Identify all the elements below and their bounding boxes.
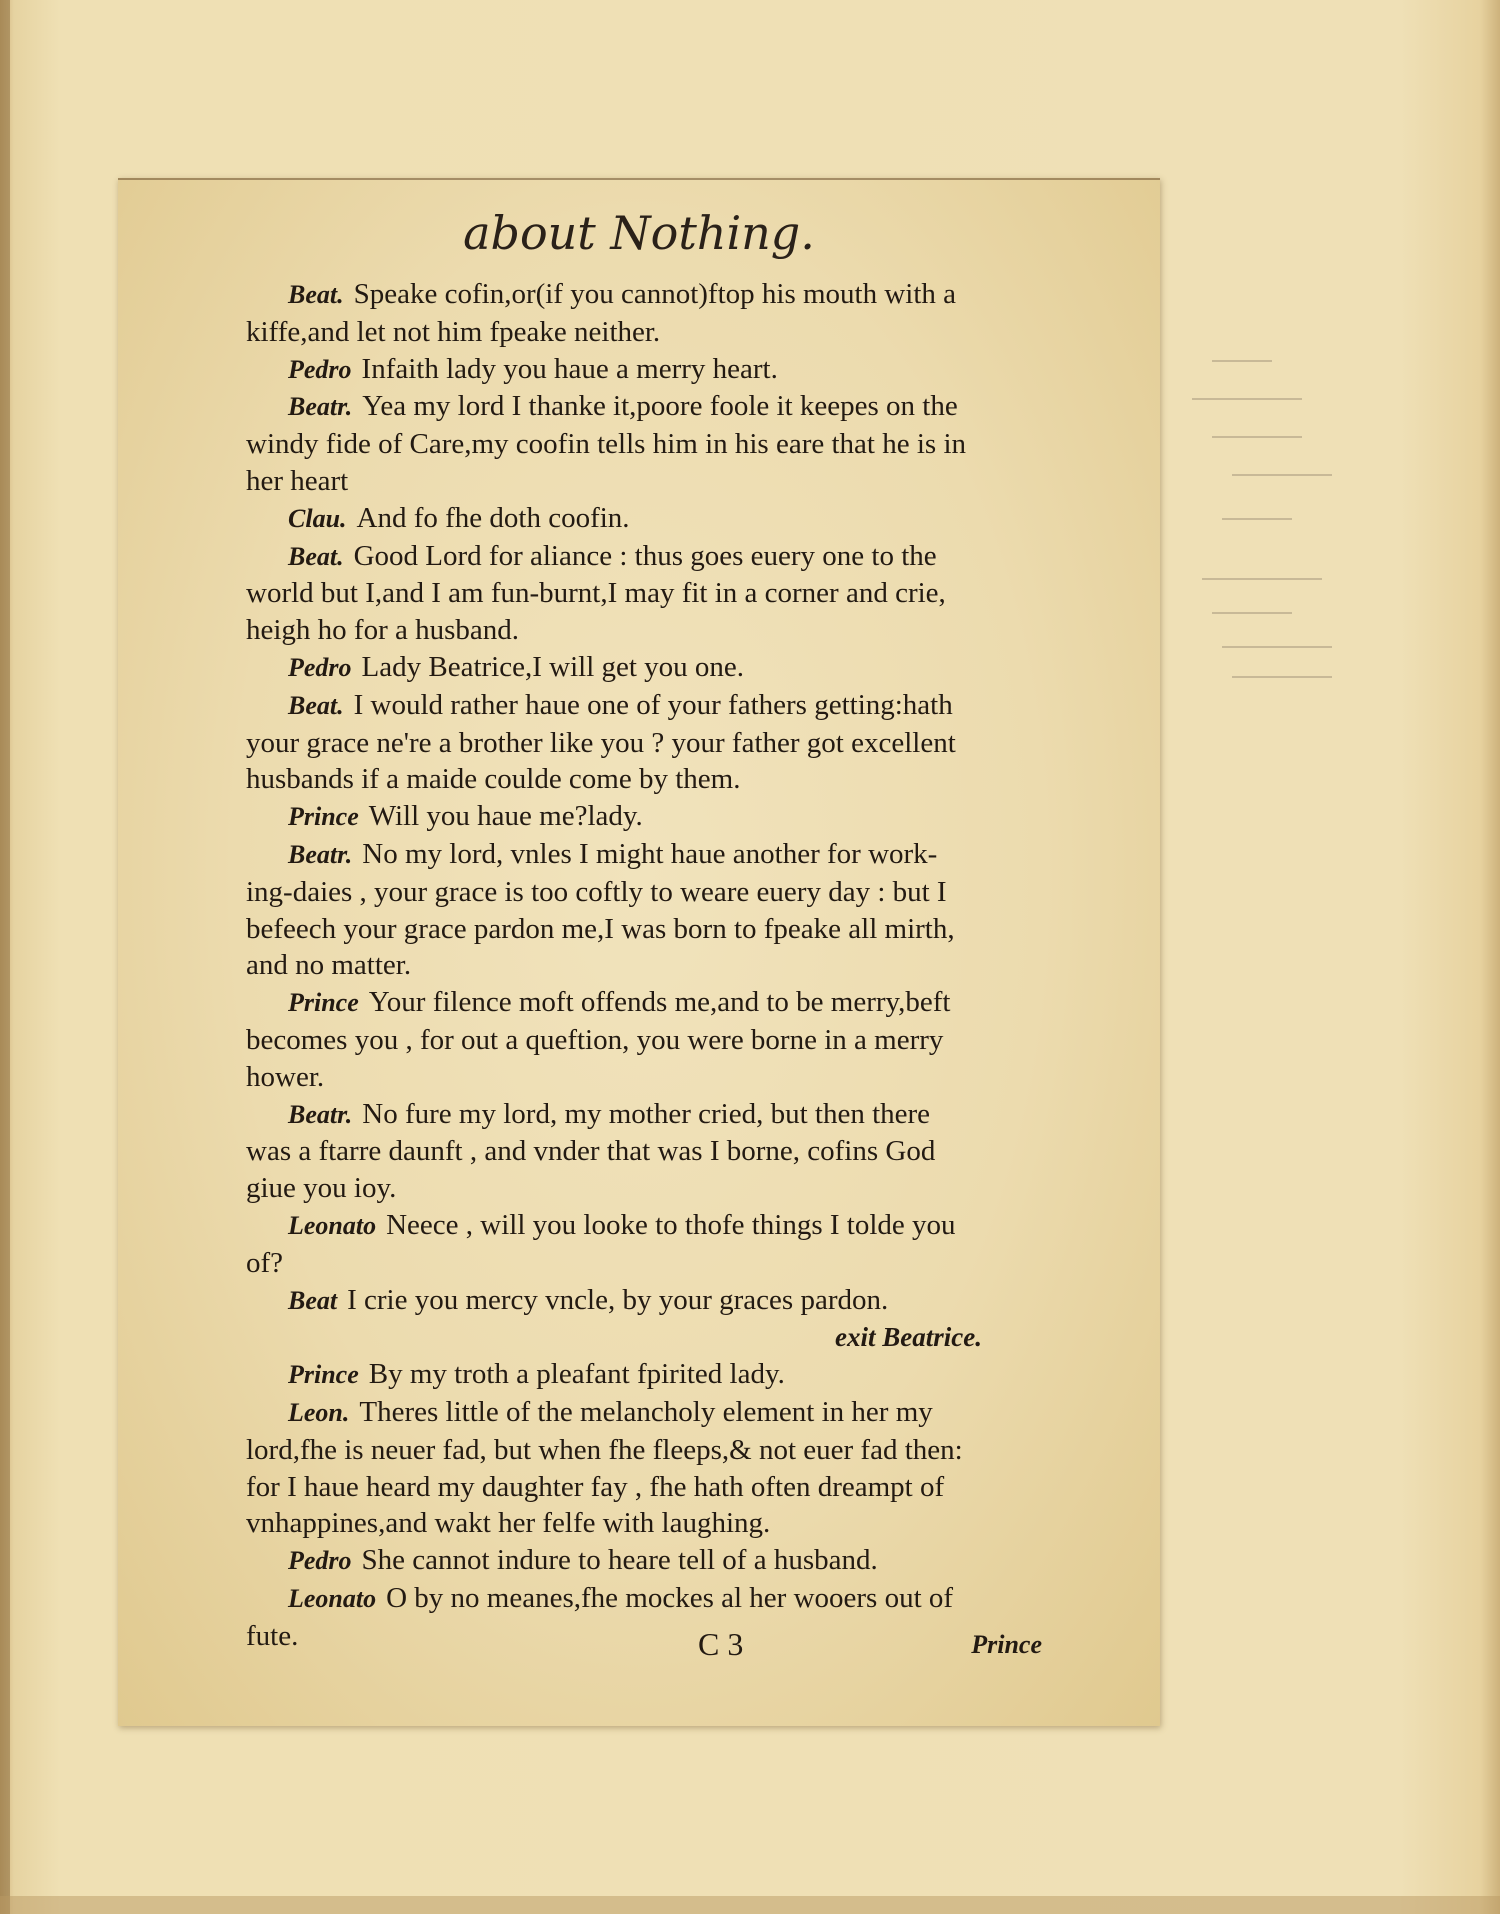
speech-text: was a ftarre daunft , and vnder that was I borne, cofins God	[246, 1135, 936, 1168]
speech-text: By my troth a pleafant fpirited lady.	[368, 1358, 785, 1391]
speech-text: husbands if a maide coulde come by them.	[246, 763, 741, 796]
speech-text: Infaith lady you haue a merry heart.	[361, 352, 778, 385]
text-line	[246, 1207, 1042, 1245]
speech-text: Lady Beatrice,I will get you one.	[361, 650, 745, 683]
catchword: Prince	[971, 1630, 1042, 1659]
speech	[246, 1096, 1042, 1207]
text-line	[246, 1096, 1042, 1134]
text-line	[246, 1432, 1042, 1469]
speech-text: kiffe,and let not him fpeake neither.	[246, 315, 661, 348]
text-line	[246, 1580, 1042, 1618]
speech	[246, 1394, 1042, 1542]
speech-text: befeech your grace pardon me,I was born to fpeake all mirth,	[246, 912, 955, 945]
speaker-name: Beat.	[288, 690, 344, 720]
text-line	[246, 426, 1042, 463]
speech-text: ing-daies , your grace is too coftly to weare euery day : but I	[246, 875, 947, 908]
text-line	[246, 1282, 1042, 1320]
speech	[246, 1356, 1042, 1394]
speech-text: giue you ioy.	[246, 1172, 397, 1205]
top-rule	[118, 178, 1160, 180]
speaker-name: Beat	[288, 1285, 338, 1315]
book-spine-shadow	[0, 0, 10, 1914]
speech-text: I would rather haue one of your fathers getting:hath	[353, 688, 953, 721]
speech	[246, 798, 1042, 836]
speech-text: your grace ne're a brother like you ? your father got excellent	[246, 726, 956, 759]
text-line	[246, 1022, 1042, 1059]
speech	[246, 538, 1042, 649]
text-line	[246, 649, 1042, 687]
speech-text: fute.	[246, 1619, 299, 1652]
marginal-scribble	[1212, 612, 1292, 614]
speech	[246, 388, 1042, 499]
speaker-name: Clau.	[288, 503, 347, 533]
text-line	[246, 1133, 1042, 1170]
speech-text: Your filence moft offends me,and to be merry,beft	[368, 986, 951, 1019]
speaker-name: Pedro	[288, 652, 352, 682]
text-line	[246, 761, 1042, 798]
speech-text: of?	[246, 1246, 284, 1279]
marginal-scribble	[1222, 518, 1292, 520]
speaker-name: Leonato	[288, 1210, 377, 1240]
speech-text: Speake cofin,or(if you cannot)ftop his mouth with a	[353, 278, 957, 310]
speech	[246, 687, 1042, 798]
speech-text: And fo fhe doth coofin.	[356, 501, 630, 534]
speech-text: hower.	[246, 1060, 325, 1093]
text-line	[246, 1542, 1042, 1580]
text-line	[246, 911, 1042, 948]
text-line	[246, 276, 1042, 314]
marginal-scribble	[1222, 646, 1332, 648]
speech-text: No my lord, vnles I might haue another for work-	[362, 837, 938, 870]
speech	[246, 836, 1042, 984]
text-line	[246, 798, 1042, 836]
marginal-scribble	[1212, 360, 1272, 362]
speaker-name: Beatr.	[288, 839, 353, 869]
page-leaf	[118, 178, 1160, 1726]
text-line	[246, 725, 1042, 762]
marginal-scribble	[1232, 676, 1332, 678]
speaker-name: Prince	[288, 1360, 359, 1390]
speech-text: Yea my lord I thanke it,poore foole it keepes on the	[362, 390, 958, 423]
speaker-name: Leonato	[288, 1583, 377, 1613]
speech-text: Good Lord for aliance : thus goes euery one to the	[353, 539, 937, 572]
speaker-name: Beat.	[288, 280, 344, 309]
faint-marginalia	[1192, 350, 1372, 690]
marginal-scribble	[1202, 578, 1322, 580]
speech	[246, 984, 1042, 1095]
speech	[246, 1207, 1042, 1282]
speech-text: heigh ho for a husband.	[246, 614, 520, 647]
speech	[246, 1542, 1042, 1580]
speech-text: windy fide of Care,my coofin tells him in his eare that he is in	[246, 428, 967, 461]
speaker-name: Prince	[288, 802, 359, 832]
speaker-name: Beatr.	[288, 392, 353, 422]
marginal-scribble	[1232, 474, 1332, 476]
page-footer	[246, 1626, 1042, 1666]
text-line	[246, 1469, 1042, 1506]
speech	[246, 649, 1042, 687]
text-line	[246, 388, 1042, 426]
speech-text: for I haue heard my daughter fay , fhe hath often dreampt of	[246, 1470, 945, 1503]
speaker-name: Leon.	[288, 1397, 350, 1427]
text-line	[246, 463, 1042, 500]
text-line	[246, 1505, 1042, 1542]
text-line	[246, 687, 1042, 725]
speech-text: Neece , will you looke to thofe things I tolde you	[386, 1208, 956, 1241]
text-line	[246, 1356, 1042, 1394]
signature-mark: C 3	[698, 1626, 744, 1662]
speech	[246, 276, 1042, 351]
text-line	[246, 575, 1042, 612]
speech-text: No fure my lord, my mother cried, but then there	[362, 1097, 931, 1130]
text-line	[246, 874, 1042, 911]
text-line	[246, 1245, 1042, 1282]
stage-direction: exit Beatrice.	[835, 1322, 982, 1353]
speech	[246, 1282, 1042, 1357]
speaker-name: Beatr.	[288, 1099, 353, 1129]
play-text	[246, 276, 1042, 1654]
speech-text: I crie you mercy vncle, by your graces pardon.	[347, 1283, 889, 1316]
speech	[246, 351, 1042, 389]
speaker-name: Pedro	[288, 354, 352, 384]
speech-text: vnhappines,and wakt her felfe with laughing.	[246, 1507, 771, 1540]
text-line	[246, 500, 1042, 538]
speaker-name: Pedro	[288, 1546, 352, 1576]
speech-text: her heart	[246, 464, 349, 497]
text-line	[246, 1170, 1042, 1207]
speech-text: Will you haue me?lady.	[368, 800, 643, 833]
speech-text: becomes you , for out a queftion, you were borne in a merry	[246, 1023, 944, 1056]
speaker-name: Beat.	[288, 541, 344, 571]
text-line	[246, 314, 1042, 351]
speech-text: O by no meanes,fhe mockes al her wooers out of	[386, 1581, 954, 1614]
text-line	[246, 351, 1042, 389]
marginal-scribble	[1192, 398, 1302, 400]
text-line	[246, 1059, 1042, 1096]
speech	[246, 500, 1042, 538]
speech-text: Theres little of the melancholy element in her my	[359, 1395, 933, 1428]
speech-text: She cannot indure to heare tell of a husband.	[361, 1544, 878, 1577]
running-head: about Nothing.	[463, 206, 815, 260]
text-line	[246, 836, 1042, 874]
speech-text: lord,fhe is neuer fad, but when fhe fleeps,& not euer fad then:	[246, 1433, 963, 1466]
text-line	[246, 947, 1042, 984]
speech-text: world but I,and I am fun-burnt,I may fit in a corner and crie,	[246, 577, 946, 610]
speaker-name: Prince	[288, 988, 359, 1018]
text-line	[246, 1394, 1042, 1432]
text-line	[246, 984, 1042, 1022]
speech-text: and no matter.	[246, 949, 412, 982]
marginal-scribble	[1212, 436, 1302, 438]
book-bottom-edge	[0, 1896, 1500, 1914]
text-line	[246, 538, 1042, 576]
text-line	[246, 612, 1042, 649]
